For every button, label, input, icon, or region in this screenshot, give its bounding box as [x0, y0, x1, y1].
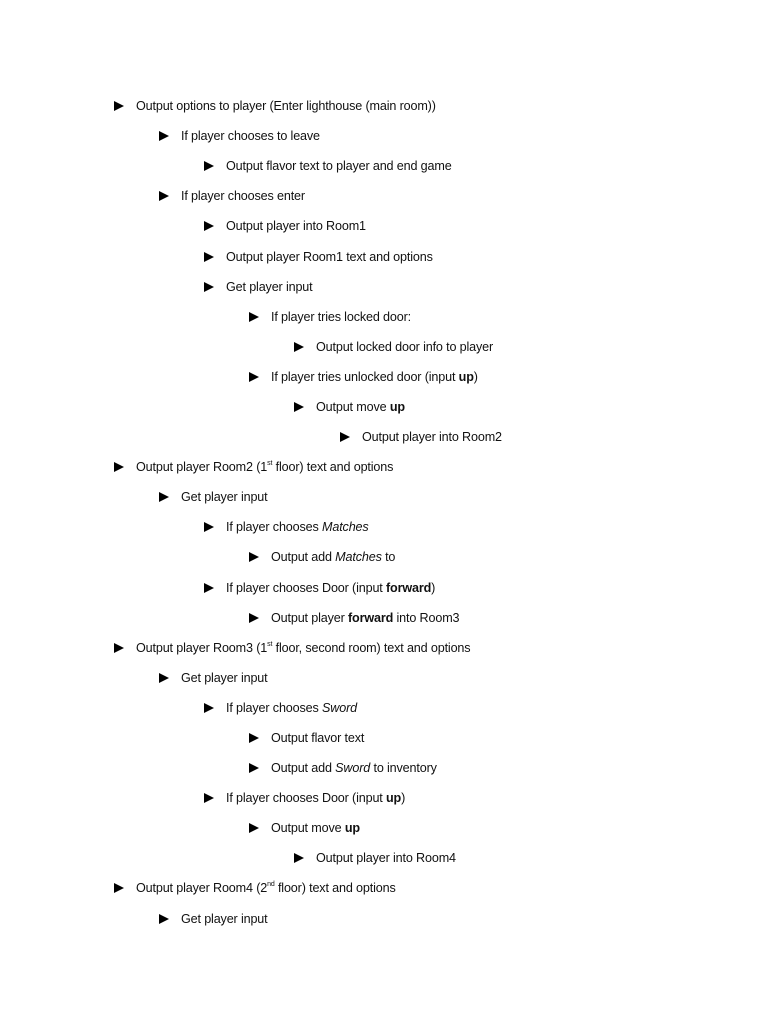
triangle-bullet-icon: [249, 823, 259, 833]
outline-item-text: [226, 219, 366, 233]
triangle-bullet-icon: [340, 432, 350, 442]
triangle-bullet-icon: [204, 252, 214, 262]
outline-item: [0, 904, 768, 934]
outline-item: [0, 603, 768, 633]
text-segment: If player chooses: [226, 520, 323, 535]
text-segment: If player chooses Door (input: [226, 791, 386, 806]
outline-item-text: [181, 189, 305, 203]
outline-item: [0, 753, 768, 783]
text-segment: Output player Room3 (1: [136, 640, 268, 655]
triangle-bullet-icon: [159, 673, 169, 683]
outline-item: [0, 843, 768, 873]
text-segment: ): [401, 791, 406, 806]
text-segment: floor) text and options: [274, 881, 396, 896]
text-segment: If player tries locked door:: [271, 309, 411, 324]
triangle-bullet-icon: [204, 221, 214, 231]
outline-item: [0, 121, 768, 151]
outline-list: [0, 91, 768, 934]
triangle-bullet-icon: [204, 793, 214, 803]
text-segment: Output player: [271, 610, 349, 625]
triangle-bullet-icon: [249, 763, 259, 773]
outline-item: [0, 362, 768, 392]
triangle-bullet-icon: [159, 131, 169, 141]
triangle-bullet-icon: [294, 342, 304, 352]
outline-item: [0, 873, 768, 903]
triangle-bullet-icon: [249, 613, 259, 623]
text-segment: Output player into Room1: [226, 219, 366, 234]
text-segment: Output locked door info to player: [316, 339, 494, 354]
text-segment: Output options to player (Enter lighthouse (main room)): [136, 99, 436, 114]
outline-item: [0, 272, 768, 302]
triangle-bullet-icon: [159, 191, 169, 201]
triangle-bullet-icon: [114, 462, 124, 472]
text-segment: floor) text and options: [272, 460, 394, 475]
outline-item-text: [136, 99, 436, 113]
outline-item-text: [181, 671, 268, 685]
text-segment: If player chooses to leave: [181, 129, 320, 144]
triangle-bullet-icon: [159, 492, 169, 502]
triangle-bullet-icon: [114, 883, 124, 893]
outline-item-text: [136, 460, 393, 474]
outline-item-text: [271, 310, 411, 324]
triangle-bullet-icon: [204, 583, 214, 593]
outline-item: [0, 482, 768, 512]
command-text: up: [344, 821, 360, 836]
item-name-text: Matches: [335, 550, 382, 565]
command-text: up: [386, 791, 402, 806]
outline-item-text: [271, 611, 459, 625]
triangle-bullet-icon: [159, 914, 169, 924]
triangle-bullet-icon: [249, 552, 259, 562]
outline-item-text: [316, 340, 493, 354]
triangle-bullet-icon: [114, 643, 124, 653]
ordinal-suffix: st: [267, 459, 273, 467]
triangle-bullet-icon: [294, 853, 304, 863]
outline-item-text: [316, 400, 405, 414]
text-segment: Get player input: [181, 490, 268, 505]
triangle-bullet-icon: [204, 522, 214, 532]
triangle-bullet-icon: [249, 372, 259, 382]
outline-item-text: [226, 159, 452, 173]
text-segment: Output flavor text to player and end game: [226, 159, 452, 174]
text-segment: to: [381, 550, 396, 565]
outline-item: [0, 241, 768, 271]
outline-item-text: [226, 701, 357, 715]
outline-item-text: [181, 129, 320, 143]
outline-item-text: [362, 430, 502, 444]
triangle-bullet-icon: [204, 282, 214, 292]
text-segment: Output player Room4 (2: [136, 881, 268, 896]
outline-item-text: [136, 881, 396, 895]
item-name-text: Sword: [322, 700, 357, 715]
ordinal-suffix: nd: [267, 881, 275, 889]
triangle-bullet-icon: [249, 312, 259, 322]
outline-item-text: [226, 280, 313, 294]
outline-item: [0, 211, 768, 241]
outline-item-text: [226, 520, 369, 534]
outline-item-text: [271, 731, 364, 745]
outline-item: [0, 783, 768, 813]
text-segment: Output add: [271, 761, 336, 776]
outline-item: [0, 813, 768, 843]
outline-item: [0, 512, 768, 542]
outline-item: [0, 663, 768, 693]
item-name-text: Sword: [335, 761, 371, 776]
text-segment: Output flavor text: [271, 731, 365, 746]
outline-item: [0, 332, 768, 362]
outline-item-text: [271, 550, 395, 564]
outline-item: [0, 151, 768, 181]
outline-item: [0, 633, 768, 663]
text-segment: ): [473, 369, 478, 384]
outline-item-text: [136, 641, 470, 655]
text-segment: Output player Room1 text and options: [226, 249, 433, 264]
text-segment: Output move: [271, 821, 345, 836]
ordinal-suffix: st: [267, 640, 273, 648]
text-segment: floor, second room) text and options: [272, 640, 471, 655]
outline-item: [0, 452, 768, 482]
text-segment: Output player into Room2: [362, 430, 502, 445]
outline-item-text: [226, 791, 405, 805]
outline-item-text: [271, 761, 437, 775]
outline-item: [0, 573, 768, 603]
text-segment: Output add: [271, 550, 336, 565]
text-segment: Get player input: [181, 911, 268, 926]
command-text: forward: [386, 580, 432, 595]
command-text: up: [458, 369, 474, 384]
outline-item: [0, 693, 768, 723]
text-segment: Output player Room2 (1: [136, 460, 268, 475]
outline-item-text: [226, 581, 435, 595]
triangle-bullet-icon: [204, 703, 214, 713]
outline-item: [0, 181, 768, 211]
triangle-bullet-icon: [249, 733, 259, 743]
command-text: forward: [348, 610, 394, 625]
triangle-bullet-icon: [294, 402, 304, 412]
item-name-text: Matches: [322, 520, 369, 535]
outline-item: [0, 302, 768, 332]
outline-item-text: [271, 370, 478, 384]
text-segment: Get player input: [226, 279, 313, 294]
text-segment: If player chooses: [226, 700, 323, 715]
outline-item: [0, 392, 768, 422]
command-text: up: [389, 399, 405, 414]
outline-item-text: [181, 490, 268, 504]
outline-item-text: [271, 821, 360, 835]
text-segment: to inventory: [370, 761, 437, 776]
text-segment: If player chooses enter: [181, 189, 305, 204]
outline-item-text: [226, 250, 433, 264]
text-segment: Output player into Room4: [316, 851, 456, 866]
outline-item: [0, 91, 768, 121]
outline-item: [0, 422, 768, 452]
triangle-bullet-icon: [114, 101, 124, 111]
text-segment: into Room3: [393, 610, 460, 625]
text-segment: If player tries unlocked door (input: [271, 369, 459, 384]
outline-item-text: [316, 851, 456, 865]
outline-item-text: [181, 912, 268, 926]
text-segment: Get player input: [181, 670, 268, 685]
text-segment: If player chooses Door (input: [226, 580, 386, 595]
outline-item: [0, 542, 768, 572]
text-segment: Output move: [316, 399, 390, 414]
triangle-bullet-icon: [204, 161, 214, 171]
outline-item: [0, 723, 768, 753]
text-segment: ): [431, 580, 436, 595]
